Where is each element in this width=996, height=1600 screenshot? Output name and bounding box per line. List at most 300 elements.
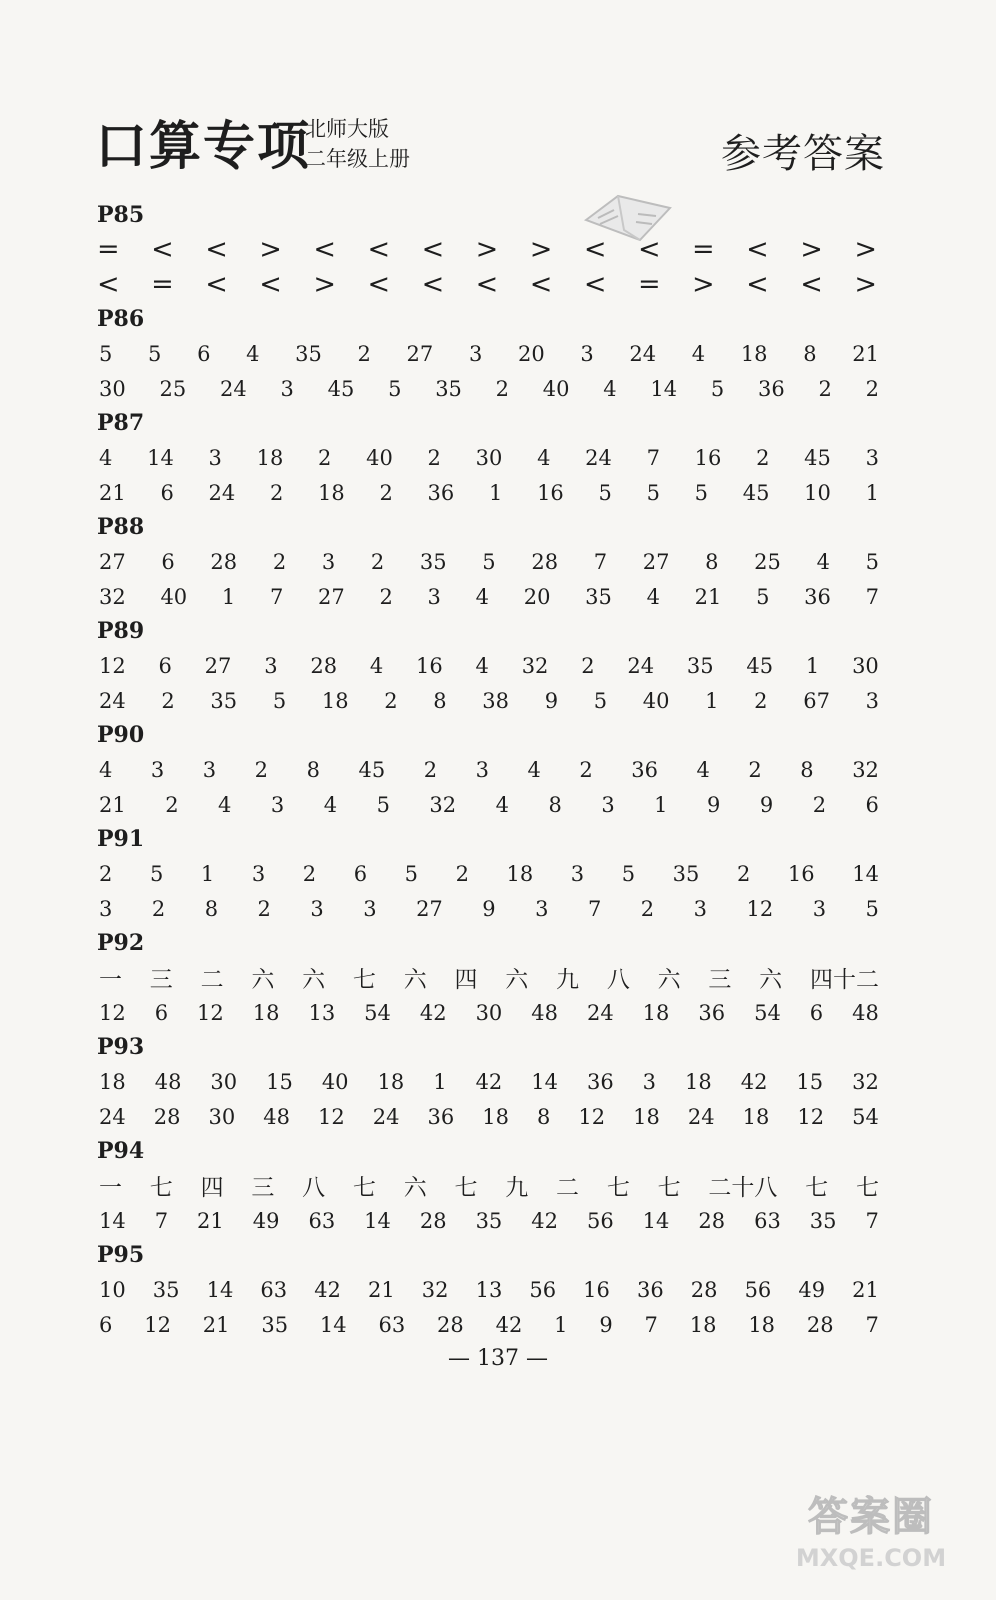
- answer-value: 32: [852, 1069, 879, 1094]
- answer-section: [95, 822, 885, 926]
- answer-value: <: [800, 269, 823, 300]
- answer-value: 21: [202, 1312, 230, 1337]
- answer-value: 35: [295, 341, 322, 366]
- answer-value: 8: [204, 896, 219, 921]
- answer-value: 36: [804, 584, 831, 609]
- answer-value: <: [205, 269, 228, 300]
- answer-value: 45: [358, 757, 386, 782]
- answer-value: 2: [370, 549, 385, 574]
- answer-value: 48: [263, 1104, 290, 1129]
- answer-value: 三: [251, 1175, 275, 1201]
- answer-value: 七: [352, 967, 376, 993]
- answer-value: 3: [363, 896, 377, 921]
- answer-value: 42: [419, 1000, 447, 1025]
- answer-value: 9: [707, 792, 721, 817]
- answer-value: 六: [657, 967, 681, 993]
- watermark-url: MXQE.COM: [795, 1544, 947, 1572]
- answer-value: 2: [579, 757, 593, 782]
- answer-value: 3: [642, 1069, 657, 1094]
- answer-value: 一: [99, 1175, 122, 1201]
- answer-value: 14: [852, 861, 879, 886]
- answer-value: 42: [314, 1277, 341, 1302]
- answer-value: 3: [321, 549, 336, 574]
- answer-value: 27: [406, 341, 434, 366]
- answer-value: 3: [99, 896, 113, 921]
- answer-value: 49: [252, 1208, 280, 1233]
- answer-value: 四: [454, 967, 478, 993]
- answer-value: 12: [99, 1000, 126, 1025]
- answer-value: 1: [488, 480, 503, 505]
- answer-value: 30: [475, 445, 503, 470]
- answer-row: [95, 1099, 885, 1134]
- answer-value: 4: [603, 376, 617, 401]
- answer-value: 1: [865, 480, 879, 505]
- answer-row: [95, 267, 885, 302]
- answer-value: 14: [99, 1208, 126, 1233]
- page-header: [95, 112, 885, 192]
- answer-value: 7: [587, 896, 602, 921]
- answer-value: 8: [537, 1104, 551, 1129]
- answer-value: 48: [852, 1000, 879, 1025]
- answer-section: [95, 1134, 885, 1238]
- answer-value: 63: [308, 1208, 336, 1233]
- answer-value: 18: [256, 445, 284, 470]
- answer-value: 3: [865, 688, 879, 713]
- answer-value: 18: [99, 1069, 126, 1094]
- answer-row: [95, 1307, 885, 1342]
- section-page-label: P88: [97, 514, 145, 540]
- answer-value: 27: [318, 584, 345, 609]
- answer-value: 20: [517, 341, 545, 366]
- answer-value: 54: [852, 1104, 879, 1129]
- edition-publisher: 北师大版: [305, 117, 389, 141]
- answer-value: 56: [586, 1208, 614, 1233]
- answer-value: 63: [260, 1277, 288, 1302]
- answer-value: =: [637, 269, 661, 300]
- answer-value: 9: [759, 792, 774, 817]
- answer-value: 二: [200, 967, 224, 993]
- answer-value: 六: [759, 967, 783, 993]
- answer-value: 56: [744, 1277, 772, 1302]
- answer-value: 4: [323, 792, 338, 817]
- answer-value: 48: [531, 1000, 558, 1025]
- answer-value: 18: [252, 1000, 280, 1025]
- answer-value: 48: [154, 1069, 182, 1094]
- answer-value: >: [529, 234, 553, 265]
- answer-value: 36: [631, 757, 658, 782]
- answer-value: 2: [272, 549, 287, 574]
- answer-value: 49: [798, 1277, 826, 1302]
- answer-value: 24: [687, 1104, 715, 1129]
- answer-value: 28: [419, 1208, 447, 1233]
- answer-section: [95, 302, 885, 406]
- answer-value: 2: [640, 896, 655, 921]
- answer-value: 3: [208, 445, 222, 470]
- answer-value: 32: [421, 1277, 449, 1302]
- answer-row: [95, 232, 885, 267]
- answer-value: 5: [865, 549, 879, 574]
- answer-value: 18: [506, 861, 534, 886]
- answer-value: 45: [804, 445, 831, 470]
- answer-value: 六: [505, 967, 529, 993]
- answer-value: 14: [642, 1208, 670, 1233]
- answer-value: 4: [816, 549, 830, 574]
- answer-value: 6: [809, 1000, 824, 1025]
- edition-grade: 二年级上册: [305, 147, 410, 171]
- answer-value: 5: [865, 896, 879, 921]
- answer-value: 2: [318, 445, 332, 470]
- answer-value: 3: [865, 445, 879, 470]
- answer-value: 21: [99, 792, 126, 817]
- answer-value: 6: [161, 549, 175, 574]
- answer-value: 14: [147, 445, 174, 470]
- answer-value: 3: [150, 757, 165, 782]
- answer-value: 2: [357, 341, 371, 366]
- answer-value: 6: [353, 861, 368, 886]
- section-page-label: P89: [97, 618, 145, 644]
- answer-value: 2: [818, 376, 832, 401]
- answer-value: 6: [158, 653, 172, 678]
- answer-row: [95, 995, 885, 1030]
- answer-value: 40: [542, 376, 570, 401]
- answer-value: 4: [475, 653, 489, 678]
- answer-value: 18: [642, 1000, 670, 1025]
- answer-value: 3: [812, 896, 827, 921]
- answer-value: 七: [855, 1175, 879, 1201]
- answer-value: 10: [99, 1277, 126, 1302]
- answer-value: 2: [379, 480, 393, 505]
- answer-value: 3: [427, 584, 441, 609]
- answer-value: 七: [352, 1175, 376, 1201]
- answer-value: 2: [812, 792, 827, 817]
- answer-value: 28: [690, 1277, 718, 1302]
- answer-value: 30: [208, 1104, 236, 1129]
- answer-value: 14: [206, 1277, 234, 1302]
- answer-row: [95, 891, 885, 926]
- answer-section: [95, 510, 885, 614]
- answer-value: 2: [427, 445, 441, 470]
- answer-value: 8: [433, 688, 447, 713]
- answer-value: 12: [144, 1312, 171, 1337]
- answer-value: 7: [593, 549, 608, 574]
- answer-value: 4: [369, 653, 384, 678]
- answer-value: 14: [650, 376, 678, 401]
- answer-row: [95, 1064, 885, 1099]
- answer-value: 36: [698, 1000, 726, 1025]
- answer-value: 4: [246, 341, 260, 366]
- answer-value: 七: [805, 1175, 829, 1201]
- answer-value: 5: [694, 480, 709, 505]
- answer-value: 27: [642, 549, 670, 574]
- answer-value: 六: [403, 1175, 427, 1201]
- answer-value: <: [746, 234, 769, 265]
- answer-value: 8: [803, 341, 817, 366]
- answer-value: 20: [523, 584, 551, 609]
- answer-row: [95, 648, 885, 683]
- answer-value: 18: [633, 1104, 660, 1129]
- answer-value: <: [205, 234, 228, 265]
- answer-value: 14: [531, 1069, 558, 1094]
- answer-value: 七: [606, 1175, 630, 1201]
- answer-row: [95, 475, 885, 510]
- answer-row: [95, 371, 885, 406]
- answer-value: <: [313, 234, 336, 265]
- section-page-label: P91: [97, 826, 145, 852]
- answer-value: 18: [318, 480, 345, 505]
- answer-value: 4: [537, 445, 551, 470]
- answer-value: 2: [736, 861, 751, 886]
- answer-value: 28: [153, 1104, 181, 1129]
- answer-value: 35: [672, 861, 700, 886]
- section-page-label: P92: [97, 930, 145, 956]
- answer-value: 16: [694, 445, 722, 470]
- answer-value: =: [692, 234, 715, 265]
- section-page-label: P85: [97, 202, 145, 228]
- answer-value: 5: [404, 861, 418, 886]
- answer-value: 12: [99, 653, 126, 678]
- answer-value: 2: [423, 757, 438, 782]
- answer-value: 二十八: [708, 1175, 778, 1201]
- answer-value: 4: [527, 757, 541, 782]
- answer-value: 36: [636, 1277, 664, 1302]
- answer-value: 2: [161, 688, 175, 713]
- answer-value: 2: [257, 896, 271, 921]
- answer-value: 35: [435, 376, 462, 401]
- answer-value: 18: [321, 688, 349, 713]
- answer-value: 六: [302, 967, 326, 993]
- answer-value: =: [97, 234, 120, 265]
- answer-value: 5: [621, 861, 636, 886]
- answer-value: 15: [796, 1069, 824, 1094]
- answer-value: 5: [99, 341, 113, 366]
- answer-value: 1: [654, 792, 668, 817]
- answer-value: 3: [693, 896, 708, 921]
- answer-value: 7: [865, 584, 879, 609]
- answer-value: 2: [302, 861, 317, 886]
- answer-value: 24: [219, 376, 247, 401]
- answer-value: 30: [99, 376, 126, 401]
- answer-value: 14: [319, 1312, 347, 1337]
- answer-value: 7: [646, 445, 660, 470]
- answer-value: 2: [165, 792, 179, 817]
- answer-value: 八: [606, 967, 630, 993]
- answer-value: 25: [754, 549, 781, 574]
- answer-value: 12: [578, 1104, 606, 1129]
- answer-value: 七: [149, 1175, 173, 1201]
- answer-section: [95, 1238, 885, 1342]
- answer-value: 27: [99, 549, 126, 574]
- answer-value: 24: [627, 653, 655, 678]
- answer-value: 1: [805, 653, 820, 678]
- answer-value: 25: [159, 376, 187, 401]
- answer-row: [95, 960, 885, 995]
- answer-value: 六: [251, 967, 275, 993]
- section-page-label: P93: [97, 1034, 145, 1060]
- answer-value: <: [746, 269, 769, 300]
- answer-value: 32: [429, 792, 457, 817]
- answer-section: [95, 718, 885, 822]
- answer-value: 42: [531, 1208, 558, 1233]
- answer-value: 35: [152, 1277, 180, 1302]
- answer-value: 6: [160, 480, 174, 505]
- answer-value: =: [151, 269, 174, 300]
- answer-value: 28: [437, 1312, 464, 1337]
- answer-value: 6: [99, 1312, 113, 1337]
- answer-value: 5: [756, 584, 770, 609]
- answer-row: [95, 683, 885, 718]
- answer-value: 2: [379, 584, 393, 609]
- answer-value: 14: [364, 1208, 391, 1233]
- answer-value: 1: [705, 688, 719, 713]
- answer-value: <: [421, 234, 445, 265]
- answer-value: 9: [599, 1312, 613, 1337]
- answer-row: [95, 856, 885, 891]
- answer-value: <: [583, 234, 607, 265]
- answer-value: <: [367, 269, 391, 300]
- answer-value: 36: [758, 376, 785, 401]
- answer-value: 4: [99, 757, 113, 782]
- answer-value: 九: [556, 967, 580, 993]
- answer-section: [95, 926, 885, 1030]
- answer-value: 45: [746, 653, 774, 678]
- answer-value: 2: [99, 861, 113, 886]
- answer-value: 七: [454, 1175, 478, 1201]
- answer-value: >: [800, 234, 823, 265]
- answer-value: 2: [455, 861, 469, 886]
- answer-value: <: [97, 269, 120, 300]
- answer-value: 2: [269, 480, 284, 505]
- answer-value: >: [313, 269, 336, 300]
- answer-content: [95, 198, 885, 1342]
- answer-value: 4: [475, 584, 489, 609]
- answer-value: <: [583, 269, 607, 300]
- answer-value: 32: [99, 584, 126, 609]
- answer-value: 4: [696, 757, 710, 782]
- answer-value: 六: [403, 967, 427, 993]
- answer-value: 1: [200, 861, 215, 886]
- answer-value: 21: [367, 1277, 395, 1302]
- answer-value: 5: [482, 549, 496, 574]
- edition-info: [305, 116, 410, 172]
- answer-value: 5: [710, 376, 725, 401]
- answer-value: 10: [804, 480, 831, 505]
- page-number: — 137 —: [448, 1346, 548, 1371]
- answer-value: >: [475, 234, 499, 265]
- answer-value: 三: [708, 967, 732, 993]
- answer-value: 67: [803, 688, 830, 713]
- answer-value: 2: [495, 376, 510, 401]
- answer-row: [95, 336, 885, 371]
- answer-value: 24: [586, 1000, 614, 1025]
- answer-value: 12: [318, 1104, 345, 1129]
- answer-value: 四: [200, 1175, 224, 1201]
- answer-value: <: [529, 269, 553, 300]
- answer-value: 28: [310, 653, 338, 678]
- answer-section: [95, 1030, 885, 1134]
- answer-value: 38: [482, 688, 510, 713]
- answer-row: [95, 1272, 885, 1307]
- answer-value: 5: [376, 792, 390, 817]
- answer-value: 5: [148, 341, 162, 366]
- answer-value: 35: [419, 549, 447, 574]
- answer-value: >: [259, 234, 282, 265]
- answer-value: 九: [505, 1175, 529, 1201]
- answer-row: [95, 579, 885, 614]
- answer-value: 一: [99, 967, 122, 993]
- answer-value: 7: [269, 584, 284, 609]
- answer-value: 21: [852, 341, 879, 366]
- section-page-label: P95: [97, 1242, 145, 1268]
- answer-value: 5: [272, 688, 287, 713]
- answer-value: 七: [657, 1175, 681, 1201]
- answer-value: 3: [570, 861, 585, 886]
- answer-value: 18: [685, 1069, 712, 1094]
- answer-value: 3: [601, 792, 615, 817]
- answer-value: 24: [208, 480, 236, 505]
- section-page-label: P86: [97, 306, 145, 332]
- answer-value: 18: [377, 1069, 405, 1094]
- answer-value: 8: [548, 792, 562, 817]
- answer-row: [95, 544, 885, 579]
- answer-value: 27: [204, 653, 232, 678]
- answer-value: 18: [742, 1104, 770, 1129]
- answer-value: 4: [646, 584, 660, 609]
- answer-value: 4: [495, 792, 509, 817]
- answer-value: 35: [585, 584, 612, 609]
- answer-value: 30: [475, 1000, 503, 1025]
- answer-value: 24: [629, 341, 657, 366]
- answers-title: 参考答案: [721, 131, 885, 177]
- answer-value: 8: [705, 549, 719, 574]
- answer-value: 35: [475, 1208, 503, 1233]
- answer-value: 3: [468, 341, 483, 366]
- answer-value: 9: [482, 896, 496, 921]
- answer-value: 15: [266, 1069, 293, 1094]
- answer-value: 2: [254, 757, 269, 782]
- answer-section: [95, 198, 885, 302]
- section-page-label: P87: [97, 410, 145, 436]
- answer-value: 2: [384, 688, 398, 713]
- answer-value: 16: [416, 653, 443, 678]
- answer-value: 三: [149, 967, 173, 993]
- answer-row: [95, 752, 885, 787]
- answer-value: 40: [160, 584, 188, 609]
- answer-value: 42: [740, 1069, 768, 1094]
- answer-value: 3: [280, 376, 294, 401]
- answer-value: >: [854, 234, 877, 265]
- answer-value: 32: [852, 757, 879, 782]
- watermark-logo-text: 答案圈: [808, 1494, 934, 1540]
- answer-value: 16: [537, 480, 564, 505]
- answer-value: 32: [521, 653, 549, 678]
- answer-value: 3: [535, 896, 549, 921]
- answer-value: 45: [327, 376, 355, 401]
- answer-value: 2: [754, 688, 768, 713]
- answer-value: 28: [698, 1208, 726, 1233]
- answer-value: <: [367, 234, 391, 265]
- answer-value: 56: [529, 1277, 557, 1302]
- answer-value: 6: [865, 792, 879, 817]
- answer-value: 18: [689, 1312, 717, 1337]
- answer-value: 54: [364, 1000, 391, 1025]
- answer-value: <: [421, 269, 445, 300]
- section-page-label: P90: [97, 722, 145, 748]
- answer-value: 40: [321, 1069, 349, 1094]
- answer-value: 16: [583, 1277, 610, 1302]
- answer-value: 5: [593, 688, 608, 713]
- answer-value: 2: [151, 896, 166, 921]
- answer-value: 35: [210, 688, 238, 713]
